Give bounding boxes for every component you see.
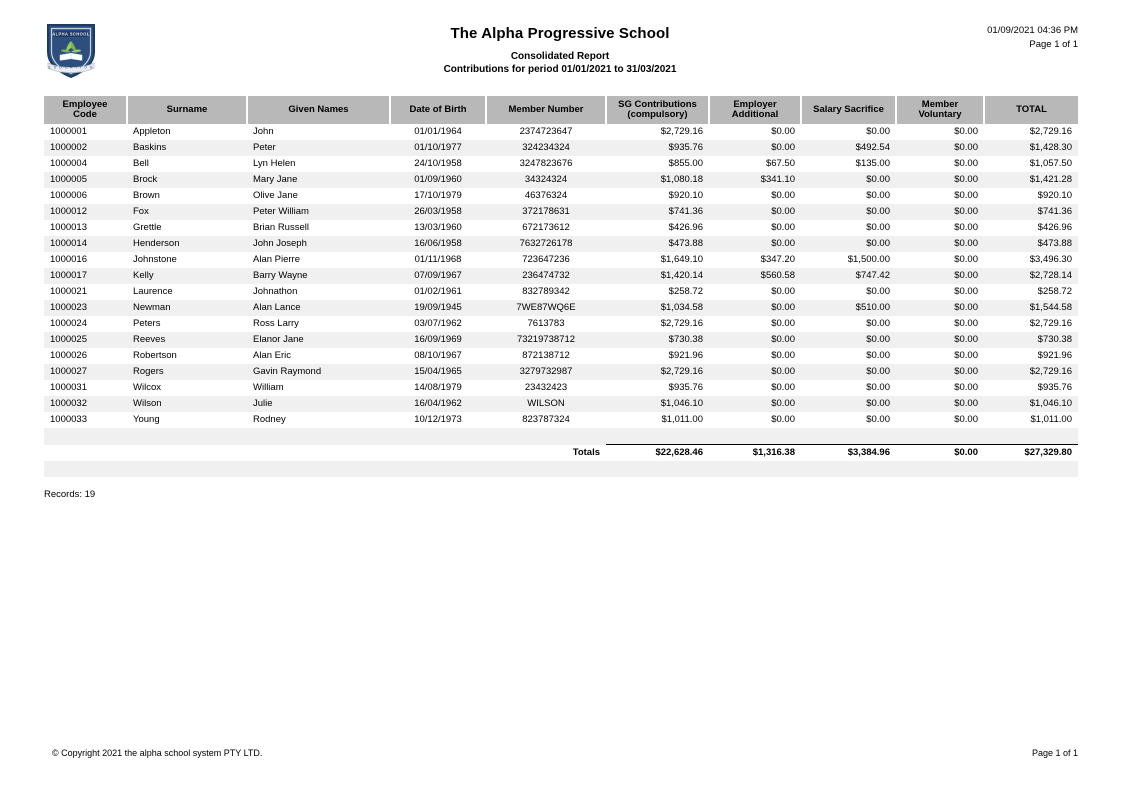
col-employer-additional	[709, 96, 801, 124]
print-datetime: 01/09/2021 04:36 PM	[987, 25, 1078, 36]
cell-employer-additional: $0.00	[709, 396, 801, 412]
report-period: Contributions for period 01/01/2021 to 31/03/2021	[443, 64, 677, 75]
cell-salary-sacrifice: $0.00	[801, 172, 896, 188]
cell-employer-additional: $560.58	[709, 268, 801, 284]
table-row	[44, 316, 1078, 332]
header-meta-block	[987, 24, 1078, 52]
footer-copyright: © Copyright 2021 the alpha school system PTY LTD.	[52, 748, 263, 758]
table-row	[44, 252, 1078, 268]
records-count: Records: 19	[44, 489, 96, 500]
svg-text:ALPHA SCHOOL: ALPHA SCHOOL	[52, 31, 90, 37]
spacer-cell	[709, 428, 801, 445]
cell-total: $2,728.14	[984, 268, 1078, 284]
bottom-strip-cell	[606, 461, 709, 477]
col-member-number-l1: Member Number	[508, 103, 584, 115]
spacer-cell	[390, 428, 486, 445]
table-row	[44, 124, 1078, 140]
table-row	[44, 204, 1078, 220]
cell-member-voluntary: $0.00	[896, 284, 984, 300]
cell-employer-additional: $341.10	[709, 172, 801, 188]
cell-sg-contributions: $921.96	[606, 348, 709, 364]
col-member-voluntary-l1: Member	[921, 98, 959, 110]
cell-member-voluntary: $0.00	[896, 172, 984, 188]
cell-total: $2,729.16	[984, 124, 1078, 140]
cell-sg-contributions: $1,034.58	[606, 300, 709, 316]
cell-date-of-birth: 01/10/1977	[390, 140, 486, 156]
cell-date-of-birth: 01/11/1968	[390, 252, 486, 268]
cell-sg-contributions: $741.36	[606, 204, 709, 220]
cell-totals-total: $27,329.80	[984, 445, 1078, 462]
col-total	[984, 96, 1078, 124]
cell-total: $1,428.30	[984, 140, 1078, 156]
cell-date-of-birth: 19/09/1945	[390, 300, 486, 316]
footer-page-indicator: Page 1 of 1	[1031, 748, 1078, 758]
col-sg-contributions-l1: SG Contributions	[618, 98, 697, 110]
table-row	[44, 284, 1078, 300]
cell-employer-additional: $0.00	[709, 300, 801, 316]
col-sg-contributions	[606, 96, 709, 124]
cell-employer-additional: $0.00	[709, 348, 801, 364]
cell-totals-blank-4	[390, 445, 486, 462]
col-employee-code-l2: Code	[73, 108, 97, 120]
col-member-voluntary	[896, 96, 984, 124]
cell-given-names: Mary Jane	[247, 172, 390, 188]
cell-employee-code: 1000033	[44, 412, 127, 428]
cell-total: $935.76	[984, 380, 1078, 396]
spacer-cell	[44, 428, 127, 445]
spacer-cell	[984, 428, 1078, 445]
cell-employee-code: 1000017	[44, 268, 127, 284]
cell-salary-sacrifice: $0.00	[801, 204, 896, 220]
cell-salary-sacrifice: $0.00	[801, 348, 896, 364]
table-row	[44, 332, 1078, 348]
bottom-strip-cell	[390, 461, 486, 477]
cell-surname: Appleton	[127, 124, 247, 140]
header-page-indicator: Page 1 of 1	[1029, 39, 1078, 50]
cell-given-names: Ross Larry	[247, 316, 390, 332]
cell-salary-sacrifice: $0.00	[801, 316, 896, 332]
page-footer	[0, 748, 1122, 770]
cell-sg-contributions: $1,011.00	[606, 412, 709, 428]
cell-salary-sacrifice: $0.00	[801, 124, 896, 140]
cell-sg-contributions: $2,729.16	[606, 124, 709, 140]
col-salary-sacrifice	[801, 96, 896, 124]
cell-member-voluntary: $0.00	[896, 412, 984, 428]
cell-totals-blank-2	[127, 445, 247, 462]
cell-employer-additional: $0.00	[709, 236, 801, 252]
cell-employee-code: 1000031	[44, 380, 127, 396]
col-date-of-birth-l1: Date of Birth	[409, 103, 467, 115]
cell-total: $1,011.00	[984, 412, 1078, 428]
cell-date-of-birth: 01/09/1960	[390, 172, 486, 188]
cell-employee-code: 1000014	[44, 236, 127, 252]
bottom-strip-cell	[44, 461, 127, 477]
cell-member-voluntary: $0.00	[896, 396, 984, 412]
cell-sg-contributions: $473.88	[606, 236, 709, 252]
cell-given-names: Peter	[247, 140, 390, 156]
cell-sg-contributions: $935.76	[606, 140, 709, 156]
cell-total: $2,729.16	[984, 364, 1078, 380]
cell-surname: Reeves	[127, 332, 247, 348]
cell-total: $1,057.50	[984, 156, 1078, 172]
school-crest-icon	[44, 22, 98, 80]
cell-total: $921.96	[984, 348, 1078, 364]
cell-member-number: 236474732	[486, 268, 606, 284]
cell-salary-sacrifice: $1,500.00	[801, 252, 896, 268]
bottom-strip-cell	[801, 461, 896, 477]
cell-sg-contributions: $730.38	[606, 332, 709, 348]
cell-employee-code: 1000024	[44, 316, 127, 332]
cell-employee-code: 1000016	[44, 252, 127, 268]
cell-date-of-birth: 01/02/1961	[390, 284, 486, 300]
cell-employee-code: 1000004	[44, 156, 127, 172]
spacer-cell	[606, 428, 709, 445]
table-row	[44, 380, 1078, 396]
cell-sg-contributions: $920.10	[606, 188, 709, 204]
cell-salary-sacrifice: $0.00	[801, 412, 896, 428]
cell-date-of-birth: 08/10/1967	[390, 348, 486, 364]
cell-employer-additional: $0.00	[709, 412, 801, 428]
cell-member-number: 34324324	[486, 172, 606, 188]
table-head	[44, 96, 1078, 124]
cell-given-names: Gavin Raymond	[247, 364, 390, 380]
cell-salary-sacrifice: $0.00	[801, 364, 896, 380]
cell-date-of-birth: 14/08/1979	[390, 380, 486, 396]
cell-surname: Wilson	[127, 396, 247, 412]
cell-date-of-birth: 24/10/1958	[390, 156, 486, 172]
report-name: Consolidated Report	[510, 51, 610, 62]
table-row	[44, 300, 1078, 316]
col-member-number	[486, 96, 606, 124]
cell-employer-additional: $0.00	[709, 364, 801, 380]
cell-date-of-birth: 16/06/1958	[390, 236, 486, 252]
cell-employer-additional: $0.00	[709, 188, 801, 204]
cell-employer-additional: $67.50	[709, 156, 801, 172]
cell-member-number: 832789342	[486, 284, 606, 300]
cell-totals-salary-sacrifice: $3,384.96	[801, 445, 896, 462]
cell-total: $473.88	[984, 236, 1078, 252]
cell-date-of-birth: 15/04/1965	[390, 364, 486, 380]
cell-employee-code: 1000025	[44, 332, 127, 348]
cell-member-number: 872138712	[486, 348, 606, 364]
cell-total: $258.72	[984, 284, 1078, 300]
cell-total: $920.10	[984, 188, 1078, 204]
bottom-strip-cell	[984, 461, 1078, 477]
cell-date-of-birth: 07/09/1967	[390, 268, 486, 284]
cell-sg-contributions: $1,046.10	[606, 396, 709, 412]
cell-member-number: 73219738712	[486, 332, 606, 348]
cell-salary-sacrifice: $492.54	[801, 140, 896, 156]
cell-total: $3,496.30	[984, 252, 1078, 268]
cell-sg-contributions: $935.76	[606, 380, 709, 396]
table-row	[44, 140, 1078, 156]
cell-sg-contributions: $2,729.16	[606, 364, 709, 380]
cell-salary-sacrifice: $0.00	[801, 236, 896, 252]
cell-surname: Kelly	[127, 268, 247, 284]
cell-employee-code: 1000023	[44, 300, 127, 316]
cell-member-voluntary: $0.00	[896, 220, 984, 236]
cell-given-names: Alan Pierre	[247, 252, 390, 268]
cell-totals-member-voluntary: $0.00	[896, 445, 984, 462]
cell-member-voluntary: $0.00	[896, 236, 984, 252]
cell-salary-sacrifice: $0.00	[801, 332, 896, 348]
cell-member-voluntary: $0.00	[896, 252, 984, 268]
cell-given-names: William	[247, 380, 390, 396]
cell-sg-contributions: $1,649.10	[606, 252, 709, 268]
cell-given-names: Alan Eric	[247, 348, 390, 364]
cell-employer-additional: $347.20	[709, 252, 801, 268]
cell-member-voluntary: $0.00	[896, 364, 984, 380]
cell-totals-sg-contributions: $22,628.46	[606, 445, 709, 462]
col-given-names-l1: Given Names	[288, 103, 349, 115]
cell-member-voluntary: $0.00	[896, 188, 984, 204]
cell-employee-code: 1000013	[44, 220, 127, 236]
table-header-row	[44, 96, 1078, 124]
cell-total: $1,544.58	[984, 300, 1078, 316]
cell-salary-sacrifice: $0.00	[801, 396, 896, 412]
cell-given-names: Rodney	[247, 412, 390, 428]
col-salary-sacrifice-l1: Salary Sacrifice	[813, 103, 884, 115]
cell-member-voluntary: $0.00	[896, 140, 984, 156]
cell-salary-sacrifice: $510.00	[801, 300, 896, 316]
totals-row	[44, 445, 1078, 462]
col-employer-additional-l2: Additional	[731, 108, 779, 120]
cell-member-voluntary: $0.00	[896, 124, 984, 140]
cell-surname: Grettle	[127, 220, 247, 236]
cell-employee-code: 1000027	[44, 364, 127, 380]
cell-surname: Rogers	[127, 364, 247, 380]
table-row	[44, 156, 1078, 172]
cell-given-names: Alan Lance	[247, 300, 390, 316]
cell-member-number: 3247823676	[486, 156, 606, 172]
cell-member-number: 372178631	[486, 204, 606, 220]
cell-employee-code: 1000001	[44, 124, 127, 140]
col-date-of-birth	[390, 96, 486, 124]
col-employee-code-l1: Employee	[62, 98, 108, 110]
cell-total: $1,421.28	[984, 172, 1078, 188]
table-body	[44, 124, 1078, 477]
cell-given-names: Elanor Jane	[247, 332, 390, 348]
header-title-block	[330, 25, 790, 76]
cell-given-names: Lyn Helen	[247, 156, 390, 172]
cell-total: $730.38	[984, 332, 1078, 348]
cell-surname: Robertson	[127, 348, 247, 364]
cell-salary-sacrifice: $0.00	[801, 188, 896, 204]
spacer-cell	[896, 428, 984, 445]
cell-member-voluntary: $0.00	[896, 156, 984, 172]
cell-employee-code: 1000005	[44, 172, 127, 188]
cell-salary-sacrifice: $0.00	[801, 220, 896, 236]
table-row	[44, 172, 1078, 188]
cell-date-of-birth: 16/04/1962	[390, 396, 486, 412]
cell-totals-blank-1	[44, 445, 127, 462]
table-row	[44, 364, 1078, 380]
cell-member-number: 324234324	[486, 140, 606, 156]
bottom-strip-cell	[486, 461, 606, 477]
cell-sg-contributions: $855.00	[606, 156, 709, 172]
spacer-cell	[801, 428, 896, 445]
cell-salary-sacrifice: $135.00	[801, 156, 896, 172]
cell-given-names: Brian Russell	[247, 220, 390, 236]
table-row	[44, 220, 1078, 236]
cell-date-of-birth: 26/03/1958	[390, 204, 486, 220]
col-member-voluntary-l2: Voluntary	[918, 108, 962, 120]
cell-surname: Johnstone	[127, 252, 247, 268]
cell-date-of-birth: 16/09/1969	[390, 332, 486, 348]
spacer-cell	[486, 428, 606, 445]
cell-given-names: Johnathon	[247, 284, 390, 300]
cell-surname: Brock	[127, 172, 247, 188]
cell-member-number: 23432423	[486, 380, 606, 396]
table-bottom-strip	[44, 461, 1078, 477]
table-row	[44, 268, 1078, 284]
cell-member-number: 7613783	[486, 316, 606, 332]
table-row	[44, 236, 1078, 252]
cell-sg-contributions: $1,080.18	[606, 172, 709, 188]
table-row	[44, 188, 1078, 204]
cell-salary-sacrifice: $0.00	[801, 284, 896, 300]
report-header	[0, 0, 1122, 92]
cell-total: $1,046.10	[984, 396, 1078, 412]
cell-member-number: 3279732987	[486, 364, 606, 380]
cell-totals-employer-additional: $1,316.38	[709, 445, 801, 462]
bottom-strip-cell	[247, 461, 390, 477]
cell-member-voluntary: $0.00	[896, 332, 984, 348]
cell-surname: Fox	[127, 204, 247, 220]
table-row	[44, 396, 1078, 412]
cell-sg-contributions: $258.72	[606, 284, 709, 300]
table-spacer-row	[44, 428, 1078, 445]
cell-date-of-birth: 01/01/1964	[390, 124, 486, 140]
cell-total: $426.96	[984, 220, 1078, 236]
cell-employee-code: 1000032	[44, 396, 127, 412]
cell-date-of-birth: 13/03/1960	[390, 220, 486, 236]
cell-surname: Wilcox	[127, 380, 247, 396]
cell-employer-additional: $0.00	[709, 204, 801, 220]
cell-employee-code: 1000002	[44, 140, 127, 156]
cell-employer-additional: $0.00	[709, 284, 801, 300]
col-given-names	[247, 96, 390, 124]
cell-member-voluntary: $0.00	[896, 348, 984, 364]
cell-employer-additional: $0.00	[709, 124, 801, 140]
cell-date-of-birth: 17/10/1979	[390, 188, 486, 204]
spacer-cell	[127, 428, 247, 445]
cell-surname: Bell	[127, 156, 247, 172]
cell-given-names: Olive Jane	[247, 188, 390, 204]
cell-member-number: 7WE87WQ6E	[486, 300, 606, 316]
col-surname	[127, 96, 247, 124]
cell-employee-code: 1000026	[44, 348, 127, 364]
cell-given-names: John Joseph	[247, 236, 390, 252]
table-row	[44, 348, 1078, 364]
cell-surname: Laurence	[127, 284, 247, 300]
cell-member-number: 46376324	[486, 188, 606, 204]
cell-employee-code: 1000021	[44, 284, 127, 300]
col-employer-additional-l1: Employer	[733, 98, 777, 110]
cell-given-names: John	[247, 124, 390, 140]
cell-member-number: WILSON	[486, 396, 606, 412]
cell-surname: Henderson	[127, 236, 247, 252]
cell-member-voluntary: $0.00	[896, 204, 984, 220]
cell-given-names: Julie	[247, 396, 390, 412]
cell-member-voluntary: $0.00	[896, 268, 984, 284]
cell-surname: Brown	[127, 188, 247, 204]
cell-surname: Peters	[127, 316, 247, 332]
school-name: The Alpha Progressive School	[450, 25, 670, 42]
school-logo	[44, 22, 98, 80]
col-surname-l1: Surname	[166, 103, 208, 115]
cell-totals-label: Totals	[486, 445, 606, 462]
cell-employee-code: 1000012	[44, 204, 127, 220]
cell-salary-sacrifice: $747.42	[801, 268, 896, 284]
cell-member-number: 7632726178	[486, 236, 606, 252]
bottom-strip-cell	[896, 461, 984, 477]
cell-member-voluntary: $0.00	[896, 316, 984, 332]
cell-employee-code: 1000006	[44, 188, 127, 204]
cell-employer-additional: $0.00	[709, 140, 801, 156]
cell-salary-sacrifice: $0.00	[801, 380, 896, 396]
col-sg-contributions-l2: (compulsory)	[627, 108, 688, 120]
col-total-l1: TOTAL	[1016, 103, 1047, 115]
cell-member-number: 2374723647	[486, 124, 606, 140]
cell-date-of-birth: 10/12/1973	[390, 412, 486, 428]
cell-surname: Young	[127, 412, 247, 428]
cell-sg-contributions: $1,420.14	[606, 268, 709, 284]
cell-totals-blank-3	[247, 445, 390, 462]
cell-surname: Baskins	[127, 140, 247, 156]
cell-member-voluntary: $0.00	[896, 300, 984, 316]
cell-employer-additional: $0.00	[709, 316, 801, 332]
cell-given-names: Peter William	[247, 204, 390, 220]
cell-sg-contributions: $2,729.16	[606, 316, 709, 332]
svg-text:E D U C A T I O N: E D U C A T I O N	[48, 65, 94, 70]
cell-member-number: 823787324	[486, 412, 606, 428]
cell-given-names: Barry Wayne	[247, 268, 390, 284]
cell-sg-contributions: $426.96	[606, 220, 709, 236]
table-row	[44, 412, 1078, 428]
cell-member-voluntary: $0.00	[896, 380, 984, 396]
contributions-table-wrapper	[44, 96, 1078, 500]
cell-member-number: 672173612	[486, 220, 606, 236]
cell-employer-additional: $0.00	[709, 380, 801, 396]
cell-employer-additional: $0.00	[709, 220, 801, 236]
bottom-strip-cell	[127, 461, 247, 477]
spacer-cell	[247, 428, 390, 445]
contributions-table	[44, 96, 1078, 477]
bottom-strip-cell	[709, 461, 801, 477]
cell-employer-additional: $0.00	[709, 332, 801, 348]
cell-total: $741.36	[984, 204, 1078, 220]
cell-date-of-birth: 03/07/1962	[390, 316, 486, 332]
cell-total: $2,729.16	[984, 316, 1078, 332]
cell-member-number: 723647236	[486, 252, 606, 268]
col-employee-code	[44, 96, 127, 124]
cell-surname: Newman	[127, 300, 247, 316]
